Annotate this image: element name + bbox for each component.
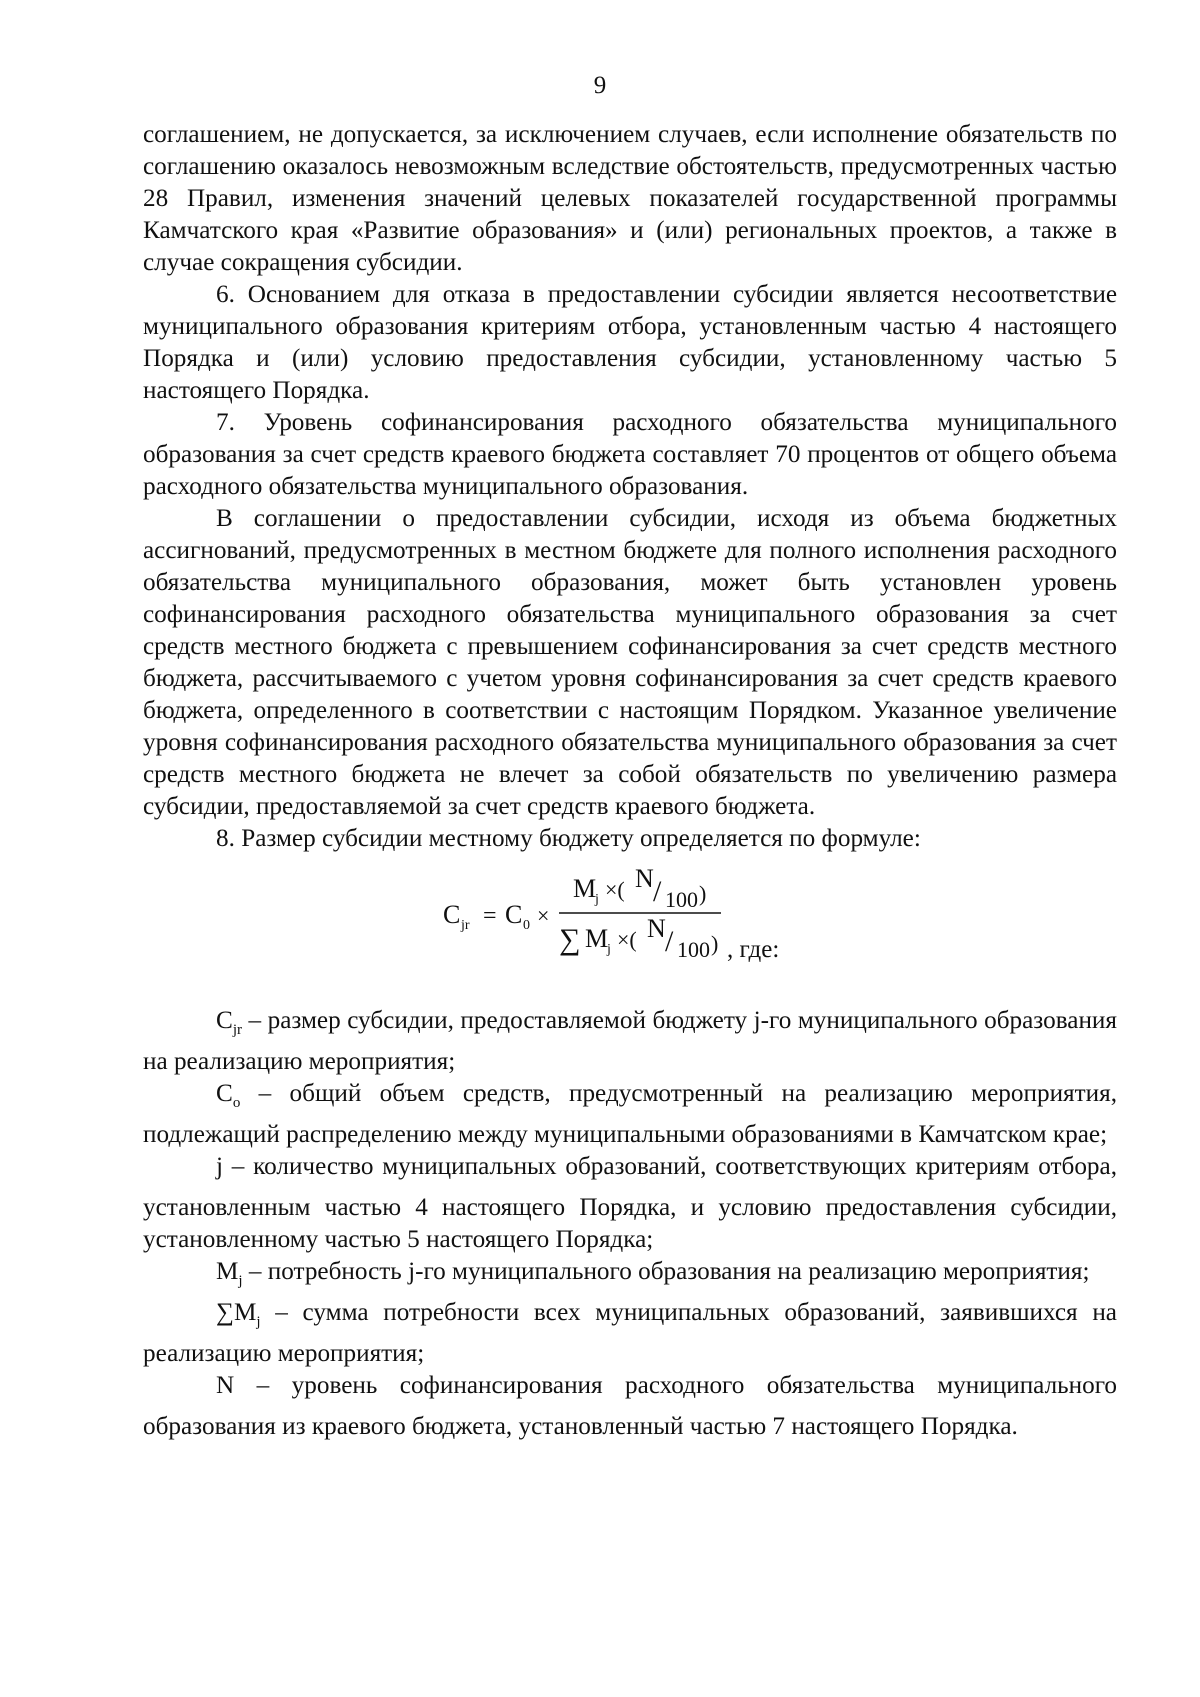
definition-n	[143, 1370, 1117, 1443]
formula-block	[143, 855, 1117, 1005]
definition-text: – уровень софинансирования расходного обязательства муниципального образования из краевого бюджета, установленный частью 7 настоящего Порядка.	[143, 1372, 1117, 1440]
definition-mj	[143, 1256, 1117, 1297]
document-body	[143, 119, 1117, 1443]
definition-text: – сумма потребности всех муниципальных образований, заявившихся на реализацию мероприятия;	[143, 1299, 1117, 1367]
definition-text: – потребность j-го муниципального образования на реализацию мероприятия;	[242, 1258, 1090, 1285]
definition-subscript: o	[232, 1095, 241, 1111]
formula-equals: =	[483, 903, 497, 929]
definition-cjr	[143, 1005, 1117, 1078]
formula-num-close: )	[699, 881, 707, 906]
formula-where: , где:	[727, 936, 780, 963]
formula-den-sigma: ∑	[559, 923, 581, 956]
formula-den-slash: /	[665, 925, 674, 958]
page-number: 9	[593, 72, 607, 99]
formula-den-m: M	[585, 924, 609, 953]
formula-lhs-sub: jr	[461, 918, 470, 933]
formula-num-times-paren: ×(	[605, 877, 625, 902]
definition-sum-mj	[143, 1297, 1117, 1370]
formula-c0-sub: 0	[523, 918, 530, 933]
definition-symbol: M	[216, 1258, 239, 1285]
definition-subscript: jr	[232, 1022, 242, 1038]
definition-subscript: j	[238, 1273, 243, 1289]
definition-symbol: C	[216, 1007, 233, 1034]
definition-subscript: j	[256, 1314, 261, 1330]
formula-den-n: N	[647, 914, 666, 943]
paragraph-7-cofinancing: В соглашении о предоставлении субсидии, исходя из объема бюджетных ассигнований, предусмотренных в местном бюджете для полного исполнения расходного обязательства муниципального образования, может быть установлен уровень софинансирования расходного обязательства муниципального образования за счет средств местного бюджета с превышением софинансирования за счет средств местного бюджета, рассчитываемого с учетом уровня софинансирования за счет средств краевого бюджета, определенного в соответствии с настоящим Порядком. Указанное увеличение уровня софинансирования расходного обязательства муниципального образования за счет средств местного бюджета не влечет за собой обязательств по увеличению размера субсидии, предоставляемой за счет средств краевого бюджета.	[143, 505, 1117, 820]
definition-symbol: C	[216, 1080, 233, 1107]
formula-den-close: )	[711, 931, 719, 956]
definition-text: – количество муниципальных образований, соответствующих критериям отбора, установленным частью 4 настоящего Порядка, и условию предоставления субсидии, установленному частью 5 настоящего Порядка;	[143, 1153, 1117, 1253]
definition-symbol: j	[216, 1153, 223, 1180]
definition-j	[143, 1151, 1117, 1256]
formula-lhs: C	[443, 900, 461, 929]
definition-symbol: N	[216, 1372, 235, 1399]
formula-den-100: 100	[677, 937, 710, 962]
formula-num-n: N	[635, 865, 654, 893]
paragraph-continuation: соглашением, не допускается, за исключением случаев, если исполнение обязательств по соглашению оказалось невозможным вследствие обстоятельств, предусмотренных частью 28 Правил, изменения значений целевых показателей государственной программы Камчатского края «Развитие образования» и (или) региональных проектов, а также в случае сокращения субсидии.	[143, 121, 1117, 276]
definition-symbol: ∑M	[216, 1299, 257, 1326]
definition-co	[143, 1078, 1117, 1151]
paragraph-7: 7. Уровень софинансирования расходного обязательства муниципального образования за счет средств краевого бюджета составляет 70 процентов от общего объема расходного обязательства муниципального образования.	[143, 409, 1117, 500]
subsidy-formula	[443, 865, 863, 975]
formula-num-m: M	[573, 874, 597, 903]
paragraph-6: 6. Основанием для отказа в предоставлении субсидии является несоответствие муниципального образования критериям отбора, установленным частью 4 настоящего Порядка и (или) условию предоставления субсидии, установленному частью 5 настоящего Порядка.	[143, 281, 1117, 404]
formula-times: ×	[537, 903, 550, 928]
formula-c0: C	[505, 900, 523, 929]
formula-num-m-sub: j	[595, 892, 599, 907]
definitions-list	[143, 1005, 1117, 1443]
definition-text: – размер субсидии, предоставляемой бюджету j-го муниципального образования на реализацию мероприятия;	[143, 1007, 1117, 1075]
formula-den-times-paren: ×(	[617, 927, 637, 952]
formula-num-slash: /	[653, 875, 662, 908]
paragraph-8: 8. Размер субсидии местному бюджету определяется по формуле:	[216, 825, 921, 852]
formula-den-m-sub: j	[607, 942, 611, 957]
formula-num-100: 100	[665, 887, 698, 912]
definition-text: – общий объем средств, предусмотренный на реализацию мероприятия, подлежащий распределению между муниципальными образованиями в Камчатском крае;	[143, 1080, 1117, 1148]
